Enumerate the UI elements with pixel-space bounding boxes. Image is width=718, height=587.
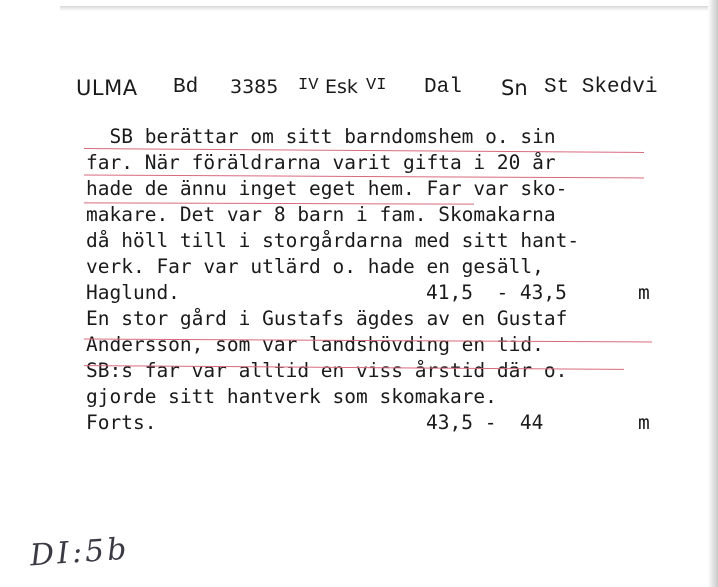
superscript-roman-2: VI: [366, 76, 387, 95]
card-header: [76, 76, 696, 110]
text-line: En stor gård i Gustafs ägdes av en Gustaf: [86, 307, 568, 330]
esk-label: Esk: [325, 76, 358, 98]
text-line: då höll till i storgårdarna med sitt hant-: [86, 229, 580, 252]
text-line: SB berättar om sitt barndomshem o. sin: [86, 125, 556, 148]
text-line: Haglund. 41,5 - 43,5 m: [86, 281, 650, 304]
tape-range: 43,5 - 44: [426, 411, 544, 434]
superscript-roman-1: IV: [298, 76, 319, 95]
card-top-edge: [60, 6, 710, 11]
text-line: SB:s far var alltid en viss årstid där o.: [86, 359, 568, 382]
text-line: Forts. 43,5 - 44 m: [86, 411, 650, 434]
record-number: 3385: [230, 76, 279, 98]
archive-signum: ULMA: [76, 76, 138, 100]
tape-unit: m: [638, 281, 650, 304]
landscape-name: Dal: [424, 76, 462, 99]
card-right-edge: [708, 0, 718, 587]
text-line: far. När föräldrarna varit gifta i 20 år: [86, 151, 556, 174]
parish-name: St Skedvi: [544, 76, 658, 99]
text-line: Andersson, som var landshövding en tid.: [86, 333, 544, 356]
tape-unit: m: [638, 411, 650, 434]
handwritten-note: DI:5b: [28, 531, 131, 574]
parish-label: Sn: [501, 76, 528, 100]
text-line: verk. Far var utlärd o. hade en gesäll,: [86, 255, 544, 278]
text-line: makare. Det var 8 barn i fam. Skomakarna: [86, 203, 556, 226]
tape-range: 41,5 - 43,5: [426, 281, 567, 304]
volume-label: Bd: [173, 76, 199, 99]
text-line: hade de ännu inget eget hem. Far var sko-: [86, 177, 568, 200]
text-line: gjorde sitt hantverk som skomakare.: [86, 385, 497, 408]
card-body: [86, 125, 686, 437]
